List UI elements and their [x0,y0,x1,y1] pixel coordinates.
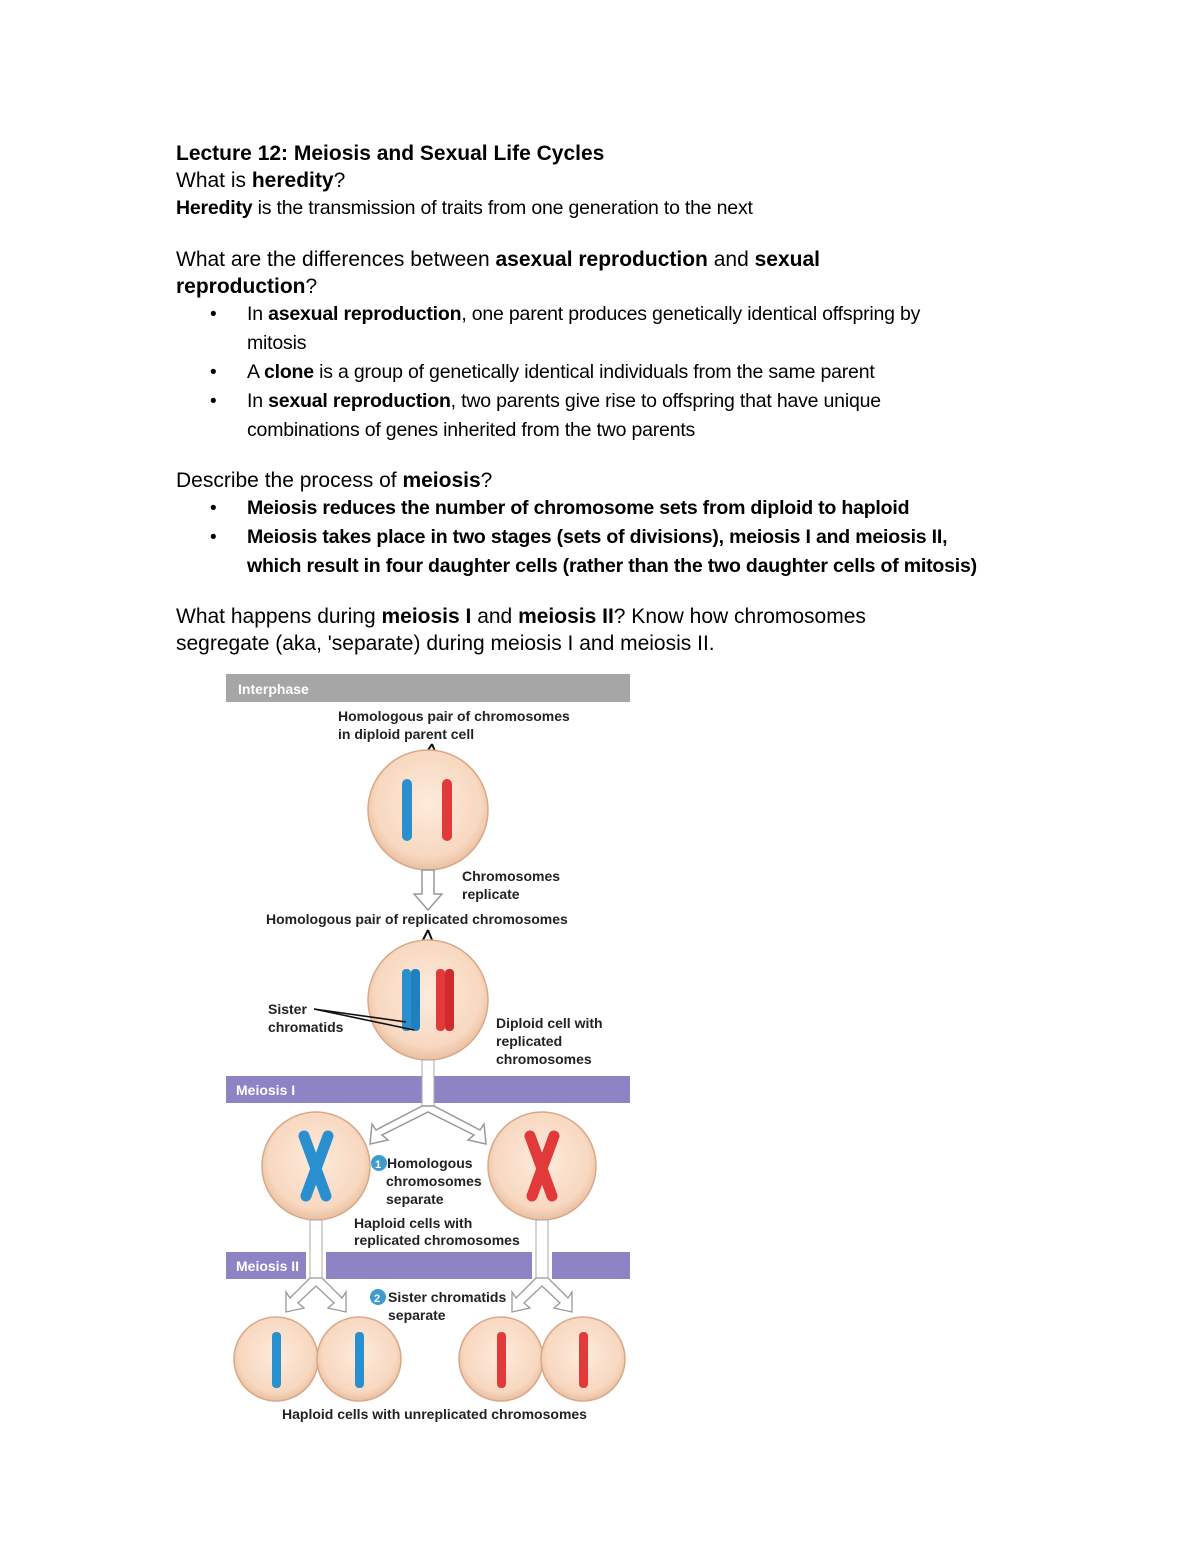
diploid-cell-label: Diploid cell with [496,1015,603,1031]
list-item: • In asexual reproduction, one parent produces genetically identical offspring by mitosis [176,300,1056,358]
diploid-parent-cell [368,750,488,870]
red-chromatid [579,1332,588,1388]
meiosis-i-label: Meiosis I [236,1082,296,1098]
split-arrow-left [286,1278,346,1312]
homologous-pair-label: Homologous pair of chromosomes [338,708,570,724]
list-item: • Meiosis takes place in two stages (sets of divisions), meiosis I and meiosis II, which result in four daughter cells (rather than the two daughter cells of mitosis) [176,523,1056,581]
diploid-replicated-cell [368,940,488,1060]
document-body [176,140,1056,657]
split-arrow-right [512,1278,572,1312]
red-chromosome [442,779,452,841]
replicated-pair-label: Homologous pair of replicated chromosomes [266,911,568,927]
sister-chromatids-label: Sister [268,1001,307,1017]
step-1-label: chromosomes [386,1173,482,1189]
step-1-label: separate [386,1191,444,1207]
haploid-replicated-label: replicated chromosomes [354,1232,520,1248]
question-heredity: What is heredity? [176,169,346,192]
meiosis-diagram [226,672,632,1428]
sister-chromatids-label: chromatids [268,1019,344,1035]
document-title: Lecture 12: Meiosis and Sexual Life Cycles [176,142,605,165]
step-2-number: 2 [374,1293,381,1305]
haploid-replicated-label: Haploid cells with [354,1215,473,1231]
split-arrow [370,1106,486,1144]
reproduction-bullet-list [176,300,1056,445]
homologous-pair-label: in diploid parent cell [338,726,475,742]
red-replicated-chromosome [436,969,454,1031]
step-2-label: Sister chromatids [388,1289,507,1305]
replicate-label: Chromosomes [462,868,561,884]
blue-chromatid [355,1332,364,1388]
interphase-label: Interphase [238,681,309,697]
list-item: • Meiosis reduces the number of chromosome sets from diploid to haploid [176,494,1056,523]
diploid-cell-label: chromosomes [496,1051,592,1067]
meiosis-ii-label: Meiosis II [236,1258,300,1274]
step-1-number: 1 [375,1159,382,1171]
question-reproduction: What are the differences between asexual reproduction and sexual reproduction? [176,248,820,298]
diploid-cell-label: replicated [496,1033,563,1049]
meiosis-bullet-list [176,494,1056,581]
list-item: • In sexual reproduction, two parents give rise to offspring that have unique combinations of genes inherited from the two parents [176,387,1056,445]
down-arrow [414,870,442,910]
haploid-unreplicated-label: Haploid cells with unreplicated chromosomes [282,1406,587,1422]
question-meiosis-stages: What happens during meiosis I and meiosis II? Know how chromosomes segregate (aka, 'separate) during meiosis I and meiosis II. [176,605,866,655]
list-item: • A clone is a group of genetically identical individuals from the same parent [176,358,1056,387]
red-chromatid [497,1332,506,1388]
step-1-label: Homologous [387,1155,473,1171]
step-2-label: separate [388,1307,446,1323]
blue-chromosome [402,779,412,841]
blue-chromatid [272,1332,281,1388]
answer-heredity: Heredity is the transmission of traits from one generation to the next [176,197,753,219]
replicate-label: replicate [462,886,520,902]
question-meiosis: Describe the process of meiosis? [176,469,493,492]
